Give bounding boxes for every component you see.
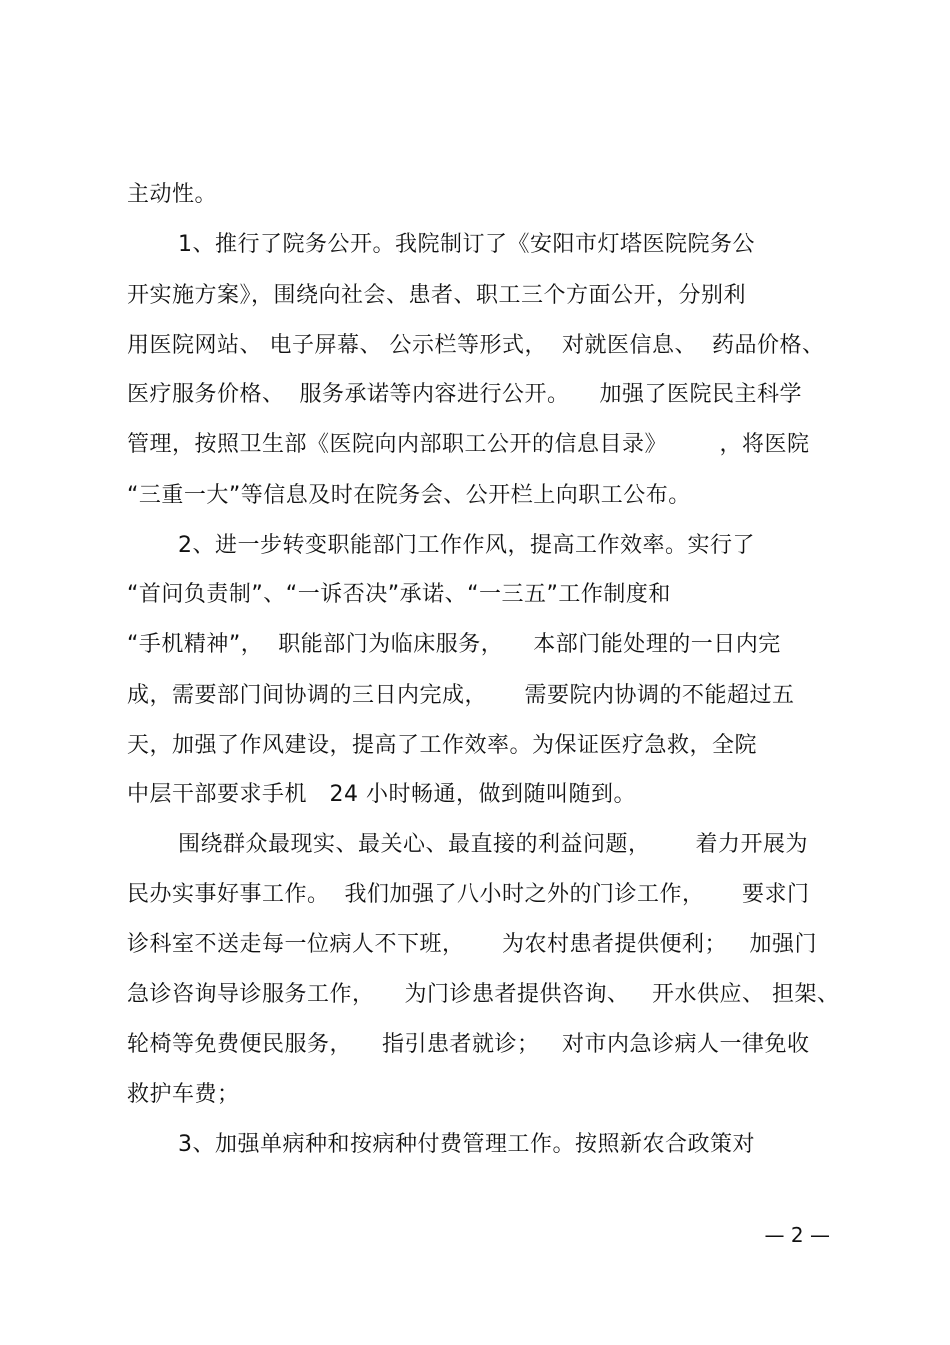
text-line: 急诊咨询导诊服务工作， 为门诊患者提供咨询、 开水供应、 担架、 bbox=[127, 982, 840, 1007]
text-line: 成，需要部门间协调的三日内完成， 需要院内协调的不能超过五 bbox=[127, 683, 795, 708]
text-line: 救护车费； bbox=[127, 1082, 240, 1107]
text-line: 诊科室不送走每一位病人不下班， 为农村患者提供便利； 加强门 bbox=[127, 932, 817, 957]
text-line: 开实施方案》，围绕向社会、患者、职工三个方面公开，分别利 bbox=[127, 283, 747, 308]
text-line: 轮椅等免费便民服务， 指引患者就诊； 对市内急诊病人一律免收 bbox=[127, 1032, 810, 1057]
text-line: 2、进一步转变职能部门工作作风，提高工作效率。实行了 bbox=[178, 533, 755, 558]
text-line: 民办实事好事工作。 我们加强了八小时之外的门诊工作， 要求门 bbox=[127, 882, 810, 907]
text-line: 管理，按照卫生部《医院向内部职工公开的信息目录》 ，将医院 bbox=[127, 432, 810, 457]
text-line: 围绕群众最现实、最关心、最直接的利益问题， 着力开展为 bbox=[178, 832, 808, 857]
text-line: 医疗服务价格、 服务承诺等内容进行公开。 加强了医院民主科学 bbox=[127, 382, 802, 407]
text-line: 天，加强了作风建设，提高了工作效率。为保证医疗急救，全院 bbox=[127, 733, 758, 758]
text-line: “手机精神”， 职能部门为临床服务， 本部门能处理的一日内完 bbox=[127, 632, 781, 657]
text-line: 用医院网站、 电子屏幕、 公示栏等形式， 对就医信息、 药品价格、 bbox=[127, 333, 825, 358]
text-line: 1、推行了院务公开。我院制订了《安阳市灯塔医院院务公 bbox=[178, 232, 755, 257]
text-line: 3、加强单病种和按病种付费管理工作。按照新农合政策对 bbox=[178, 1132, 755, 1157]
text-line: “三重一大”等信息及时在院务会、公开栏上向职工公布。 bbox=[127, 483, 691, 508]
page-number: — 2 — bbox=[764, 1223, 830, 1247]
text-line: “首问负责制”、“一诉否决”承诺、“一三五”工作制度和 bbox=[127, 582, 671, 607]
text-line: 中层干部要求手机 24 小时畅通，做到随叫随到。 bbox=[127, 782, 636, 807]
text-line: 主动性。 bbox=[127, 182, 218, 207]
